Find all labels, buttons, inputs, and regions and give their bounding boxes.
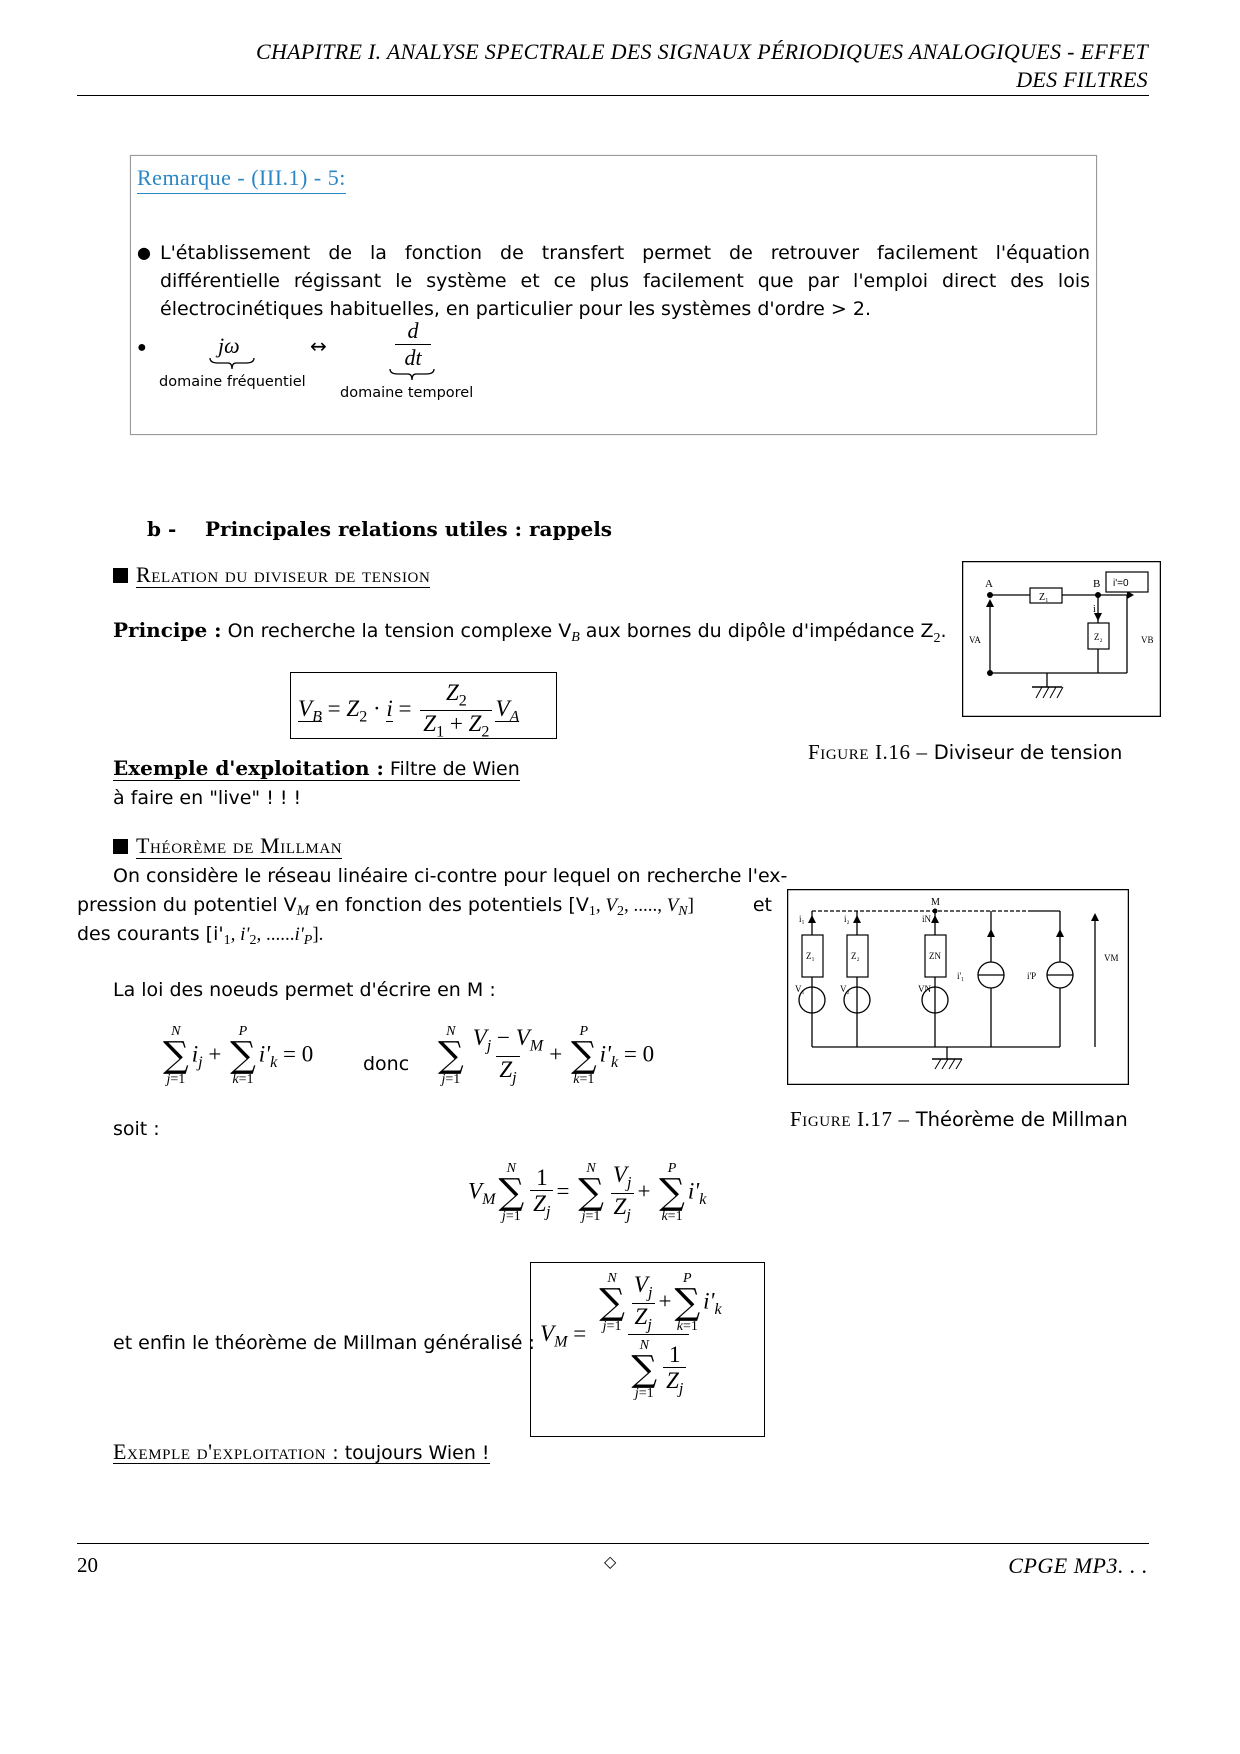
- millman-intro-3: des courants [$i'_1$, $i'_2$, $......i'_P$].: [77, 923, 324, 948]
- fig17-label-VM: VM: [1104, 953, 1119, 963]
- figure-17-circuit: [787, 889, 1129, 1085]
- diamond-icon: ◇: [604, 1552, 617, 1571]
- millman-intro-2b: en fonction des potentiels [V: [309, 894, 589, 916]
- fig16-label-Z1: Z₁: [1039, 592, 1049, 603]
- fig17-label-iN: iN: [922, 914, 931, 924]
- d-numerator: d: [407, 318, 419, 343]
- loi-noeuds-text: La loi des noeuds permet d'écrire en M :: [113, 979, 496, 1001]
- fig16-label-B: B: [1093, 578, 1101, 590]
- divider-heading: [113, 562, 430, 588]
- millman-example-label: Exemple d'exploitation: [113, 1439, 327, 1464]
- remark-title: Remarque - (III.1) - 5:: [137, 165, 346, 194]
- remark-bullet-1: [137, 239, 1090, 323]
- equivalence-arrow: ↔: [310, 334, 327, 358]
- fig17-label-M: M: [931, 897, 940, 908]
- square-bullet-icon: [113, 568, 128, 583]
- principe-mid: aux bornes du dipôle d'impédance Z: [579, 620, 934, 642]
- principe-end: .: [940, 620, 947, 642]
- figure-17-caption: [790, 1107, 1128, 1132]
- donc-text: donc: [363, 1053, 410, 1075]
- jw-symbol: jω: [218, 333, 240, 358]
- millman-intro-3-text: des courants [i': [77, 923, 224, 945]
- running-header: [112, 38, 1148, 94]
- fig17-label-Z1: Z₁: [806, 951, 815, 961]
- divider-example: [113, 754, 520, 783]
- underbrace-freq: [208, 357, 256, 371]
- fig17-label-i2: i₂: [844, 914, 850, 924]
- fig16-label-iprime: i'=0: [1113, 578, 1129, 589]
- fig16-caption-prefix: Figure I.16 –: [808, 740, 928, 764]
- fig17-label-ipP: i'P: [1027, 971, 1037, 981]
- fig16-caption-text: Diviseur de tension: [933, 741, 1123, 764]
- kirchhoff-equation-2: N ∑ j=1 $\frac{V_j - V_M}{Z_j}$ + P ∑ k=1 $i'_k = 0$: [438, 1024, 655, 1087]
- figure-16-circuit: [962, 561, 1161, 717]
- fig17-caption-prefix: Figure I.17 –: [790, 1107, 910, 1131]
- label-domaine-temporel: domaine temporel: [340, 385, 474, 401]
- fig17-label-ip1: i'₁: [957, 971, 965, 981]
- fig17-caption-text: Théorème de Millman: [915, 1108, 1128, 1131]
- fig17-label-VN: VN: [918, 984, 931, 994]
- millman-heading-text: Théorème de Millman: [136, 833, 343, 858]
- fig17-label-V1: V₁: [795, 984, 805, 994]
- fig16-label-VA: VA: [969, 635, 981, 645]
- fig16-label-A: A: [985, 578, 993, 590]
- d-denominator: dt: [395, 344, 431, 371]
- footer-rule: [77, 1543, 1149, 1544]
- bullet-icon: ●: [137, 243, 151, 262]
- page-number: 20: [77, 1553, 98, 1577]
- footer-course: CPGE MP3. . .: [1008, 1553, 1148, 1578]
- divider-example-text: Filtre de Wien: [389, 758, 520, 780]
- figure-16-caption: [808, 740, 1122, 765]
- principe-label: Principe :: [113, 618, 222, 642]
- remark-bullet-1-text: L'établissement de la fonction de transfert permet de retrouver facilement l'équation différentielle régissant le système et ce plus facilement que par l'emploi direct des lois électrocinétiques habituelles, en particulier pour les systèmes d'ordre > 2.: [160, 242, 1090, 320]
- header-rule: [77, 95, 1149, 96]
- fig17-label-V2: V₂: [840, 984, 850, 994]
- millman-example-text: : toujours Wien !: [326, 1442, 490, 1464]
- square-bullet-icon: [113, 839, 128, 854]
- d-dt-fraction: [395, 318, 431, 371]
- divider-example-label: Exemple d'exploitation :: [113, 756, 384, 780]
- divider-formula: $V_B = Z_2 \cdot i$ = $\frac{Z_2}{Z_1 + Z_2}$ $V_A$: [298, 680, 520, 741]
- underbrace-temp: [388, 368, 436, 382]
- fig16-label-VB: VB: [1141, 635, 1154, 645]
- live-text: à faire en "live" ! ! !: [113, 787, 302, 809]
- millman-intro-2-text: pression du potentiel V: [77, 894, 297, 916]
- kirchhoff-equation-1: N ∑ j=1 $i_j$ + P ∑ k=1 $i'_k = 0$: [163, 1024, 314, 1087]
- millman-general-formula: $V_M$ = N ∑ j=1 $\frac{V_j}{Z_j}$ + P ∑ k=1 $i'_k$ N ∑ j=1 $\frac{1}{Z_j}$: [540, 1271, 722, 1401]
- principe-text: On recherche la tension complexe V: [227, 620, 572, 642]
- fig16-label-i: i: [1093, 604, 1096, 615]
- divider-heading-text: Relation du diviseur de tension: [136, 562, 431, 587]
- soit-text: soit :: [113, 1118, 160, 1140]
- millman-intro-1: On considère le réseau linéaire ci-contre pour lequel on recherche l'ex-: [113, 865, 788, 887]
- header-line-2: DES FILTRES: [1016, 67, 1148, 92]
- millman-heading: [113, 833, 342, 859]
- label-domaine-frequentiel: domaine fréquentiel: [159, 374, 306, 390]
- section-title: Principales relations utiles : rappels: [205, 517, 613, 541]
- fig17-label-i1: i₁: [799, 914, 805, 924]
- millman-equation-intermediate: $V_M$ N ∑ j=1 $\frac{1}{Z_j}$ = N ∑ j=1 $\frac{V_j}{Z_j}$ + P ∑ k=1 $i'_k$: [468, 1161, 707, 1224]
- fig17-label-Z2: Z₂: [851, 951, 860, 961]
- principe-paragraph: Principe : On recherche la tension complexe $V_B$ aux bornes du dipôle d'impédance $Z_2$.: [113, 618, 947, 646]
- fig16-label-Z2: Z₂: [1094, 632, 1103, 642]
- enfin-text: et enfin le théorème de Millman généralisé :: [113, 1332, 535, 1354]
- header-line-1: CHAPITRE I. ANALYSE SPECTRALE DES SIGNAUX PÉRIODIQUES ANALOGIQUES - EFFET: [255, 39, 1148, 64]
- millman-intro-2: pression du potentiel $V_M$ en fonction des potentiels [$V_1$, $V_2$, ....., $V_N$] et: [77, 894, 772, 919]
- millman-example: [113, 1439, 490, 1467]
- fig17-label-ZN: ZN: [929, 951, 941, 961]
- bullet-icon: ●: [137, 339, 147, 356]
- section-number: b -: [147, 517, 177, 541]
